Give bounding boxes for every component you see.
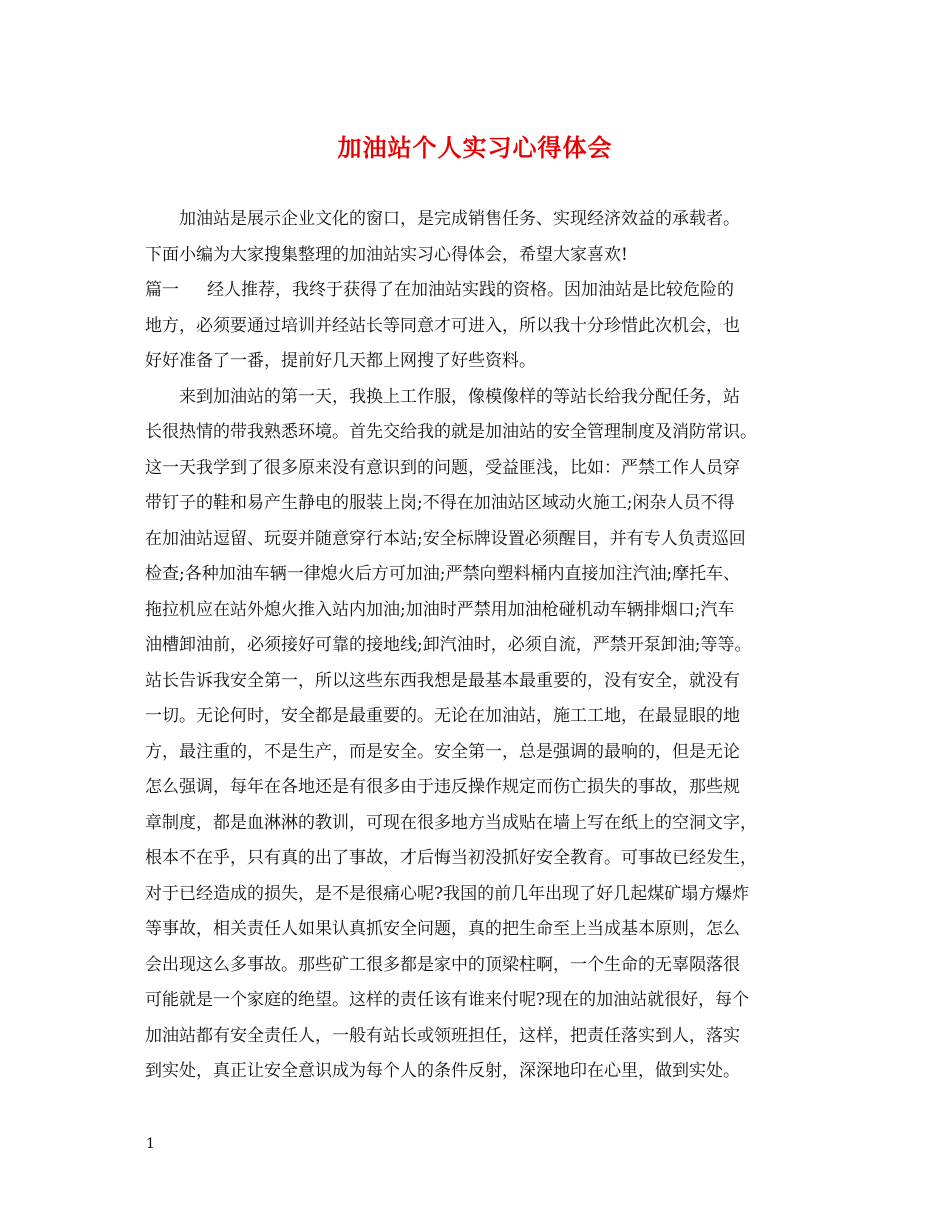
paragraph-line: 加油站都有安全责任人，一般有站长或领班担任，这样，把责任落实到人，落实 [145,1025,740,1046]
intro-line: 下面小编为大家搜集整理的加油站实习心得体会，希望大家喜欢! [145,244,628,265]
document-body [145,202,805,1090]
paragraph-line: 根本不在乎，只有真的出了事故，才后悔当初没抓好安全教育。可事故已经发生， [145,848,757,868]
paragraph-line: 检查;各种加油车辆一律熄火后方可加油;严禁向塑料桶内直接加注汽油;摩托车、 [145,564,741,584]
paragraph-line: 带钉子的鞋和易产生静电的服装上岗;不得在加油站区域动火施工;闲杂人员不得 [145,493,735,513]
document-title: 加油站个人实习心得体会 [337,133,613,162]
page-number: 1 [146,1136,155,1152]
paragraph-line: 一切。无论何时，安全都是最重要的。无论在加油站，施工工地，在最显眼的地 [145,706,740,726]
section-text: 经人推荐，我终于获得了在加油站实践的资格。因加油站是比较危险的 [207,280,734,300]
paragraph-line: 来到加油站的第一天，我换上工作服，像模像样的等站长给我分配任务，站 [179,386,740,407]
paragraph-line: 长很热情的带我熟悉环境。首先交给我的就是加油站的安全管理制度及消防常识。 [145,422,757,442]
paragraph-line: 到实处，真正让安全意识成为每个人的条件反射，深深地印在心里，做到实处。 [145,1061,740,1081]
section-line: 好好准备了一番，提前好几天都上网搜了好些资料。 [145,351,536,371]
intro-line: 加油站是展示企业文化的窗口，是完成销售任务、实现经济效益的承载者。 [179,209,740,229]
section-line: 地方，必须要通过培训并经站长等同意才可进入，所以我十分珍惜此次机会，也 [145,315,740,336]
paragraph-line: 对于已经造成的损失，是不是很痛心呢?我国的前几年出现了好几起煤矿塌方爆炸 [145,883,750,904]
section-first-line [145,273,805,309]
paragraph-line: 拖拉机应在站外熄火推入站内加油;加油时严禁用加油枪碰机动车辆排烟口;汽车 [145,599,735,620]
paragraph-line: 会出现这么多事故。那些矿工很多都是家中的顶梁柱啊，一个生命的无辜陨落很 [145,954,740,975]
paragraph-line: 在加油站逗留、玩耍并随意穿行本站;安全标牌设置必须醒目，并有专人负责巡回 [145,528,746,549]
paragraph-line: 等事故，相关责任人如果认真抓安全问题，真的把生命至上当成基本原则，怎么 [145,919,740,939]
paragraph-line: 方，最注重的，不是生产，而是安全。安全第一，总是强调的最响的，但是无论 [145,741,740,762]
paragraph-line: 站长告诉我安全第一，所以这些东西我想是最基本最重要的，没有安全，就没有 [145,670,740,691]
section-label: 篇一 [145,280,179,300]
paragraph-line: 可能就是一个家庭的绝望。这样的责任该有谁来付呢?现在的加油站就很好，每个 [145,990,750,1010]
paragraph-line: 章制度，都是血淋淋的教训，可现在很多地方当成贴在墙上写在纸上的空洞文字， [145,812,757,833]
paragraph-line: 这一天我学到了很多原来没有意识到的问题，受益匪浅，比如：严禁工作人员穿 [145,457,740,478]
paragraph-line: 油槽卸油前，必须接好可靠的接地线;卸汽油时，必须自流，严禁开泵卸油;等等。 [145,635,752,655]
paragraph-line: 怎么强调，每年在各地还是有很多由于违反操作规定而伤亡损失的事故，那些规 [145,777,740,797]
